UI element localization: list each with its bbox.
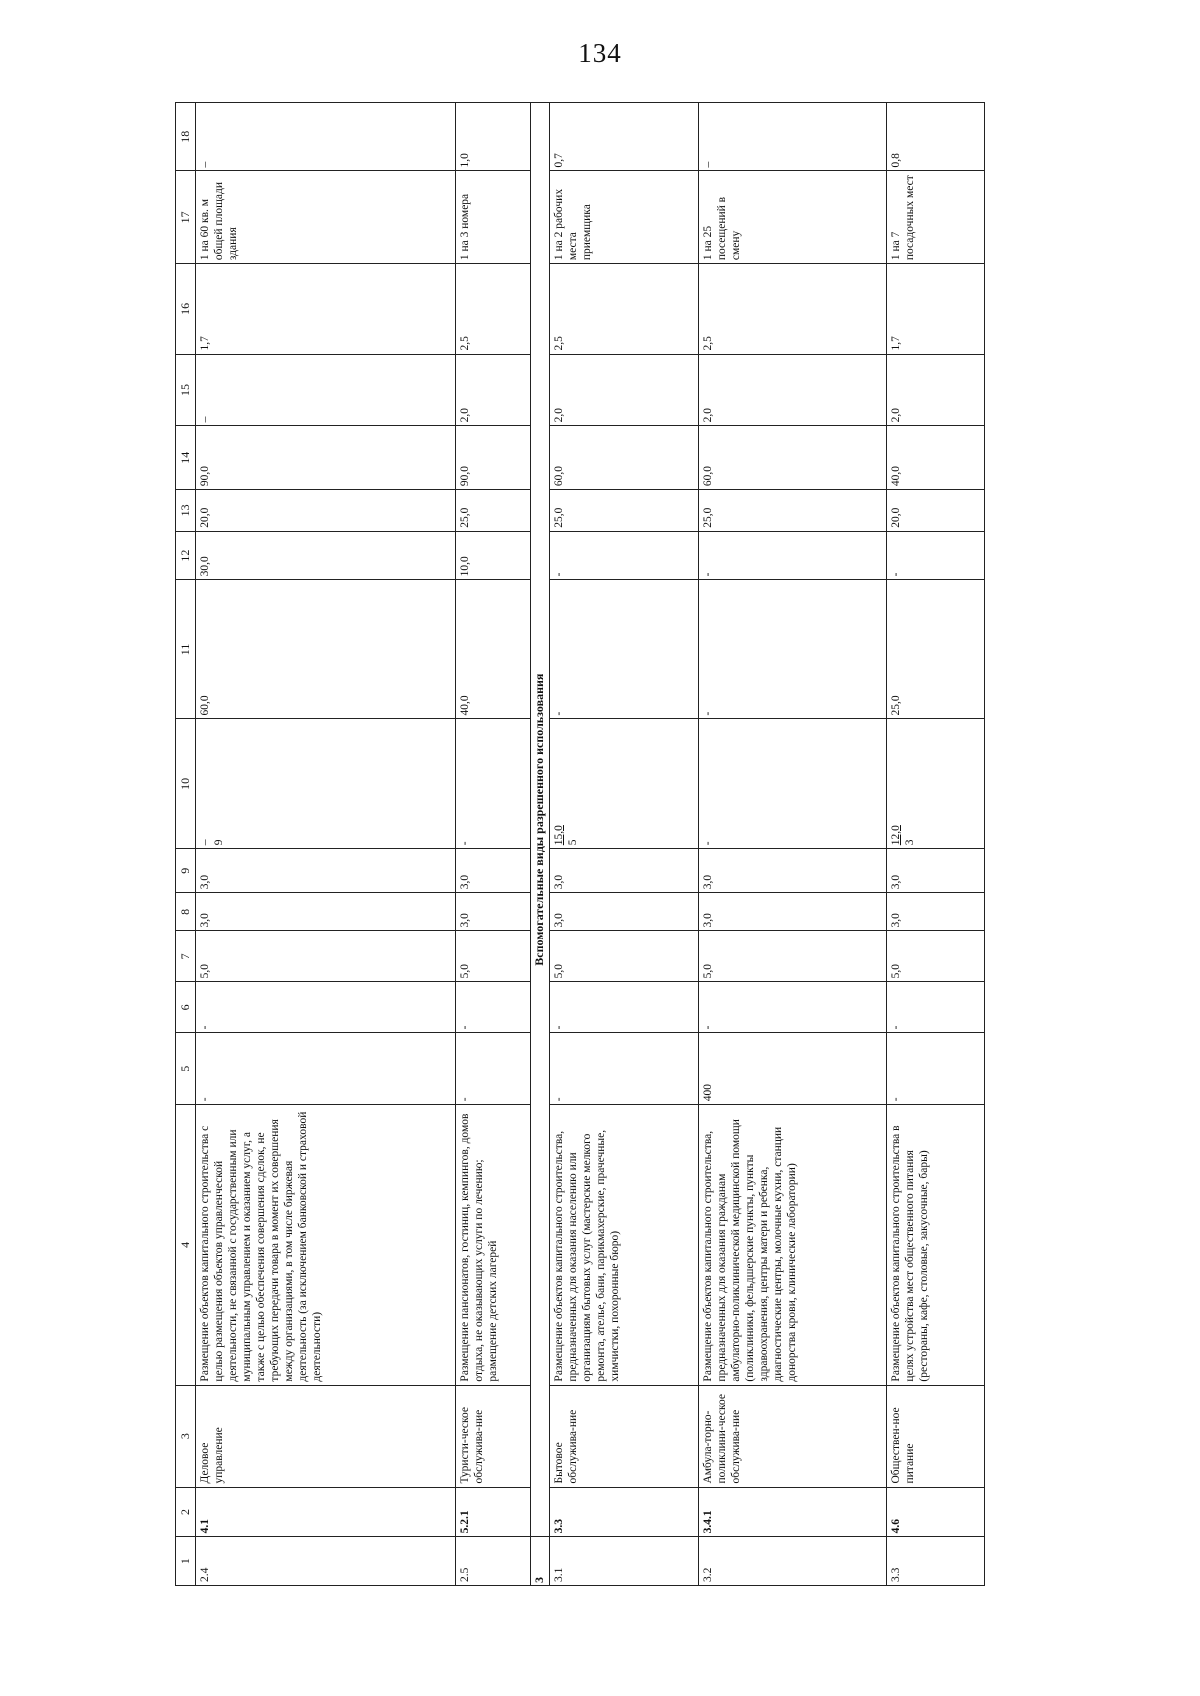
- cell-c16: 2,5: [455, 264, 530, 354]
- cell-c17: 1 на 7 посадочных мест: [886, 171, 984, 264]
- cell-c13: 25,0: [455, 490, 530, 532]
- cell-c11: 25,0: [886, 580, 984, 719]
- use-description: Размещение объектов капитального строительства в целях устройства мест общественного питания (рестораны, кафе, столовые, закусочные, бары): [886, 1105, 984, 1385]
- cell-c5: -: [549, 1033, 698, 1105]
- cell-c9: 3,0: [549, 849, 698, 893]
- use-code: 4.1: [195, 1487, 455, 1537]
- cell-c6: -: [549, 982, 698, 1033]
- col-header: 18: [176, 103, 196, 171]
- use-name: Амбула-торно-поликлини-ческое обслужива-ние: [699, 1385, 887, 1487]
- col-header: 11: [176, 580, 196, 719]
- rotated-table-sheet: [175, 102, 985, 1586]
- land-use-table: [175, 102, 985, 1586]
- fraction-bottom: 5: [566, 839, 579, 846]
- fraction: [701, 841, 715, 845]
- fraction: [552, 825, 580, 845]
- header-row: [176, 103, 196, 1586]
- cell-c15: 2,0: [886, 354, 984, 426]
- cell-c6: -: [699, 982, 887, 1033]
- cell-c14: 90,0: [195, 426, 455, 490]
- row-number: 3.2: [699, 1537, 887, 1586]
- cell-c7: 5,0: [455, 931, 530, 982]
- cell-c15: 2,0: [699, 354, 887, 426]
- cell-c8: 3,0: [195, 893, 455, 931]
- col-header: 2: [176, 1487, 196, 1537]
- cell-c10: [886, 719, 984, 849]
- cell-c13: 20,0: [195, 490, 455, 532]
- col-header: 13: [176, 490, 196, 532]
- cell-c11: -: [549, 580, 698, 719]
- cell-c10: [549, 719, 698, 849]
- use-name: Обществен-ное питание: [886, 1385, 984, 1487]
- use-name: Бытовое обслужива-ние: [549, 1385, 698, 1487]
- cell-c15: –: [195, 354, 455, 426]
- cell-c12: -: [549, 531, 698, 580]
- cell-c10: [455, 719, 530, 849]
- use-description: Размещение объектов капитального строительства с целью размещения объектов управленческой деятельности, не связанной с государственным или муниципальным управлением и оказанием услуг, а также с целью обеспечения совершения сделок, не требующих передачи товара в момент их совершения между организациями, в том числе биржевая деятельность (за исключением банковской и страховой деятельности): [195, 1105, 455, 1385]
- cell-c8: 3,0: [549, 893, 698, 931]
- col-header: 14: [176, 426, 196, 490]
- cell-c15: 2,0: [549, 354, 698, 426]
- table-row: [549, 103, 698, 1586]
- table-row: [455, 103, 530, 1586]
- section-number: 3: [530, 1537, 549, 1586]
- fraction: [889, 825, 917, 845]
- use-name: Туристи-ческое обслужива-ние: [455, 1385, 530, 1487]
- cell-c7: 5,0: [699, 931, 887, 982]
- cell-c17: 1 на 3 номера: [455, 171, 530, 264]
- cell-c9: 3,0: [886, 849, 984, 893]
- cell-c12: -: [699, 531, 887, 580]
- table-row: [699, 103, 887, 1586]
- cell-c5: -: [195, 1033, 455, 1105]
- fraction: [458, 841, 472, 845]
- fraction-top: 15,0: [552, 825, 565, 846]
- cell-c18: –: [699, 103, 887, 171]
- col-header: 16: [176, 264, 196, 354]
- col-header: 3: [176, 1385, 196, 1487]
- cell-c6: -: [455, 982, 530, 1033]
- cell-c5: 400: [699, 1033, 887, 1105]
- use-code: 3.4.1: [699, 1487, 887, 1537]
- fraction-bottom: 3: [903, 839, 916, 846]
- cell-c9: 3,0: [195, 849, 455, 893]
- use-description: Размещение объектов капитального строительства, предназначенных для оказания населению или организациям бытовых услуг (мастерские мелкого ремонта, ателье, бани, парикмахерские, прачечные, химчистки, похоронные бюро): [549, 1105, 698, 1385]
- fraction-bottom: 9: [212, 839, 225, 846]
- cell-c11: 60,0: [195, 580, 455, 719]
- cell-c17: 1 на 2 рабочих места приемщика: [549, 171, 698, 264]
- cell-c12: 30,0: [195, 531, 455, 580]
- cell-c7: 5,0: [549, 931, 698, 982]
- cell-c5: -: [455, 1033, 530, 1105]
- table-row: [195, 103, 455, 1586]
- cell-c16: 1,7: [886, 264, 984, 354]
- cell-c18: 0,7: [549, 103, 698, 171]
- cell-c6: -: [195, 982, 455, 1033]
- cell-c17: 1 на 25 посещений в смену: [699, 171, 887, 264]
- use-code: 5.2.1: [455, 1487, 530, 1537]
- col-header: 12: [176, 531, 196, 580]
- cell-c7: 5,0: [195, 931, 455, 982]
- cell-c7: 5,0: [886, 931, 984, 982]
- section-row: [530, 103, 549, 1586]
- cell-c14: 60,0: [699, 426, 887, 490]
- cell-c10: [195, 719, 455, 849]
- cell-c10: [699, 719, 887, 849]
- col-header: 6: [176, 982, 196, 1033]
- cell-c13: 25,0: [549, 490, 698, 532]
- cell-c5: -: [886, 1033, 984, 1105]
- col-header: 1: [176, 1537, 196, 1586]
- use-code: 3.3: [549, 1487, 698, 1537]
- row-number: 2.4: [195, 1537, 455, 1586]
- col-header: 15: [176, 354, 196, 426]
- cell-c13: 20,0: [886, 490, 984, 532]
- col-header: 5: [176, 1033, 196, 1105]
- cell-c18: –: [195, 103, 455, 171]
- cell-c18: 1,0: [455, 103, 530, 171]
- fraction-top: –: [198, 839, 211, 846]
- cell-c14: 40,0: [886, 426, 984, 490]
- use-code: 4.6: [886, 1487, 984, 1537]
- cell-c8: 3,0: [886, 893, 984, 931]
- row-number: 2.5: [455, 1537, 530, 1586]
- fraction: [198, 839, 226, 845]
- section-title: Вспомогательные виды разрешенного использования: [530, 103, 549, 1537]
- use-description: Размещение объектов капитального строительства, предназначенных для оказания гражданам амбулаторно-поликлинической медицинской помощи (поликлиники, фельдшерские пункты, пункты здравоохранения, центры матери и ребенка, диагностические центры, молочные кухни, станции донорства крови, клинические лаборатории): [699, 1105, 887, 1385]
- cell-c12: -: [886, 531, 984, 580]
- use-name: Деловое управление: [195, 1385, 455, 1487]
- cell-c14: 60,0: [549, 426, 698, 490]
- col-header: 7: [176, 931, 196, 982]
- cell-c11: -: [699, 580, 887, 719]
- page-number: 134: [578, 38, 622, 68]
- fraction-top: 12,0: [889, 825, 902, 846]
- cell-c14: 90,0: [455, 426, 530, 490]
- use-description: Размещение пансионатов, гостиниц, кемпингов, домов отдыха, не оказывающих услуги по лечению; размещение детских лагерей: [455, 1105, 530, 1385]
- cell-c6: -: [886, 982, 984, 1033]
- cell-c12: 10,0: [455, 531, 530, 580]
- cell-c8: 3,0: [699, 893, 887, 931]
- cell-c15: 2,0: [455, 354, 530, 426]
- cell-c11: 40,0: [455, 580, 530, 719]
- row-number: 3.1: [549, 1537, 698, 1586]
- cell-c17: 1 на 60 кв. м общей площади здания: [195, 171, 455, 264]
- cell-c16: 2,5: [549, 264, 698, 354]
- col-header: 4: [176, 1105, 196, 1385]
- cell-c13: 25,0: [699, 490, 887, 532]
- table-row: [886, 103, 984, 1586]
- cell-c8: 3,0: [455, 893, 530, 931]
- col-header: 10: [176, 719, 196, 849]
- col-header: 9: [176, 849, 196, 893]
- row-number: 3.3: [886, 1537, 984, 1586]
- cell-c16: 1,7: [195, 264, 455, 354]
- fraction-top: -: [702, 841, 715, 846]
- col-header: 8: [176, 893, 196, 931]
- cell-c9: 3,0: [699, 849, 887, 893]
- cell-c16: 2,5: [699, 264, 887, 354]
- cell-c18: 0,8: [886, 103, 984, 171]
- fraction-top: -: [458, 841, 471, 846]
- cell-c9: 3,0: [455, 849, 530, 893]
- col-header: 17: [176, 171, 196, 264]
